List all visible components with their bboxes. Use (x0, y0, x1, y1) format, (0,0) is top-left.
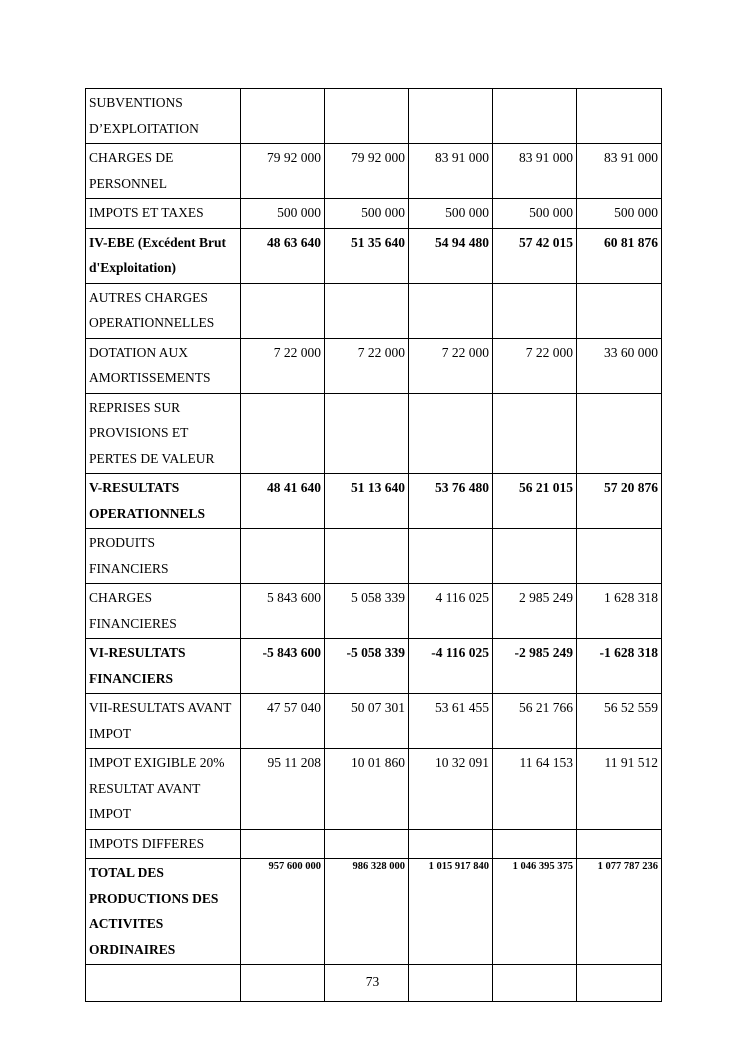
value-cell (241, 829, 325, 859)
table-row (86, 199, 662, 229)
value-cell: 83 91 000 (493, 144, 577, 199)
row-label-cell: IMPOTS DIFFERES (86, 829, 241, 859)
value-cell: 5 843 600 (241, 584, 325, 639)
value-cell (325, 393, 409, 474)
value-cell (577, 283, 662, 338)
value-cell: 11 64 153 (493, 749, 577, 830)
value-cell: 500 000 (241, 199, 325, 229)
value-cell (493, 393, 577, 474)
row-label-cell: CHARGES DE PERSONNEL (86, 144, 241, 199)
value-cell (493, 829, 577, 859)
value-cell: 1 077 787 236 (577, 859, 662, 965)
value-cell: 50 07 301 (325, 694, 409, 749)
table-row (86, 859, 662, 965)
value-cell: 2 985 249 (493, 584, 577, 639)
value-cell (493, 283, 577, 338)
value-cell: 986 328 000 (325, 859, 409, 965)
value-cell: 10 32 091 (409, 749, 493, 830)
value-cell: 1 046 395 375 (493, 859, 577, 965)
table-row (86, 529, 662, 584)
value-cell: 56 21 015 (493, 474, 577, 529)
value-cell: 500 000 (409, 199, 493, 229)
row-label-cell: AUTRES CHARGES OPERATIONNELLES (86, 283, 241, 338)
value-cell: 5 058 339 (325, 584, 409, 639)
value-cell (577, 393, 662, 474)
row-label-cell: IV-EBE (Excédent Brut d'Exploitation) (86, 228, 241, 283)
value-cell: 60 81 876 (577, 228, 662, 283)
value-cell: 51 13 640 (325, 474, 409, 529)
table-row (86, 393, 662, 474)
row-label-cell: IMPOT EXIGIBLE 20% RESULTAT AVANT IMPOT (86, 749, 241, 830)
value-cell (409, 829, 493, 859)
value-cell: 7 22 000 (325, 338, 409, 393)
value-cell: 48 41 640 (241, 474, 325, 529)
table-row (86, 283, 662, 338)
value-cell: 95 11 208 (241, 749, 325, 830)
value-cell: 57 42 015 (493, 228, 577, 283)
value-cell: -5 843 600 (241, 639, 325, 694)
value-cell: 53 76 480 (409, 474, 493, 529)
table-row (86, 144, 662, 199)
value-cell (577, 829, 662, 859)
row-label-cell: VI-RESULTATS FINANCIERS (86, 639, 241, 694)
value-cell (577, 89, 662, 144)
value-cell: 48 63 640 (241, 228, 325, 283)
value-cell (241, 393, 325, 474)
row-label-cell: IMPOTS ET TAXES (86, 199, 241, 229)
value-cell (409, 89, 493, 144)
row-label-cell: TOTAL DES PRODUCTIONS DES ACTIVITES ORDINAIRES (86, 859, 241, 965)
value-cell: 1 628 318 (577, 584, 662, 639)
value-cell (493, 89, 577, 144)
value-cell: -4 116 025 (409, 639, 493, 694)
table-row (86, 639, 662, 694)
value-cell: 7 22 000 (409, 338, 493, 393)
value-cell: 7 22 000 (493, 338, 577, 393)
value-cell (409, 529, 493, 584)
row-label-cell: DOTATION AUX AMORTISSEMENTS (86, 338, 241, 393)
value-cell: 57 20 876 (577, 474, 662, 529)
value-cell: 4 116 025 (409, 584, 493, 639)
table-row (86, 749, 662, 830)
financial-table (85, 88, 662, 1002)
value-cell: 7 22 000 (241, 338, 325, 393)
value-cell: 1 015 917 840 (409, 859, 493, 965)
value-cell: 11 91 512 (577, 749, 662, 830)
value-cell: -5 058 339 (325, 639, 409, 694)
value-cell (325, 829, 409, 859)
value-cell (325, 283, 409, 338)
value-cell: 83 91 000 (577, 144, 662, 199)
row-label-cell: PRODUITS FINANCIERS (86, 529, 241, 584)
value-cell: 56 52 559 (577, 694, 662, 749)
value-cell: 83 91 000 (409, 144, 493, 199)
row-label-cell: VII-RESULTATS AVANT IMPOT (86, 694, 241, 749)
row-label-cell: V-RESULTATS OPERATIONNELS (86, 474, 241, 529)
value-cell (493, 529, 577, 584)
value-cell: 54 94 480 (409, 228, 493, 283)
value-cell: 79 92 000 (241, 144, 325, 199)
table-row (86, 89, 662, 144)
value-cell: 47 57 040 (241, 694, 325, 749)
value-cell: -1 628 318 (577, 639, 662, 694)
table-row (86, 584, 662, 639)
table-row (86, 694, 662, 749)
row-label-cell: SUBVENTIONS D’EXPLOITATION (86, 89, 241, 144)
value-cell (241, 89, 325, 144)
value-cell: 79 92 000 (325, 144, 409, 199)
value-cell: 10 01 860 (325, 749, 409, 830)
value-cell (409, 283, 493, 338)
value-cell: 500 000 (493, 199, 577, 229)
document-page-content (85, 88, 662, 1002)
value-cell: 56 21 766 (493, 694, 577, 749)
value-cell: 33 60 000 (577, 338, 662, 393)
row-label-cell: REPRISES SUR PROVISIONS ET PERTES DE VALEUR (86, 393, 241, 474)
table-row (86, 228, 662, 283)
value-cell: -2 985 249 (493, 639, 577, 694)
row-label-cell: CHARGES FINANCIERES (86, 584, 241, 639)
value-cell: 957 600 000 (241, 859, 325, 965)
value-cell (409, 393, 493, 474)
value-cell: 51 35 640 (325, 228, 409, 283)
value-cell: 53 61 455 (409, 694, 493, 749)
value-cell (325, 89, 409, 144)
table-row (86, 474, 662, 529)
table-row (86, 338, 662, 393)
value-cell: 500 000 (325, 199, 409, 229)
financial-table-body (86, 89, 662, 1002)
value-cell (241, 529, 325, 584)
value-cell (241, 283, 325, 338)
value-cell (325, 529, 409, 584)
value-cell: 500 000 (577, 199, 662, 229)
table-row (86, 829, 662, 859)
value-cell (577, 529, 662, 584)
page-number: 73 (365, 974, 380, 989)
